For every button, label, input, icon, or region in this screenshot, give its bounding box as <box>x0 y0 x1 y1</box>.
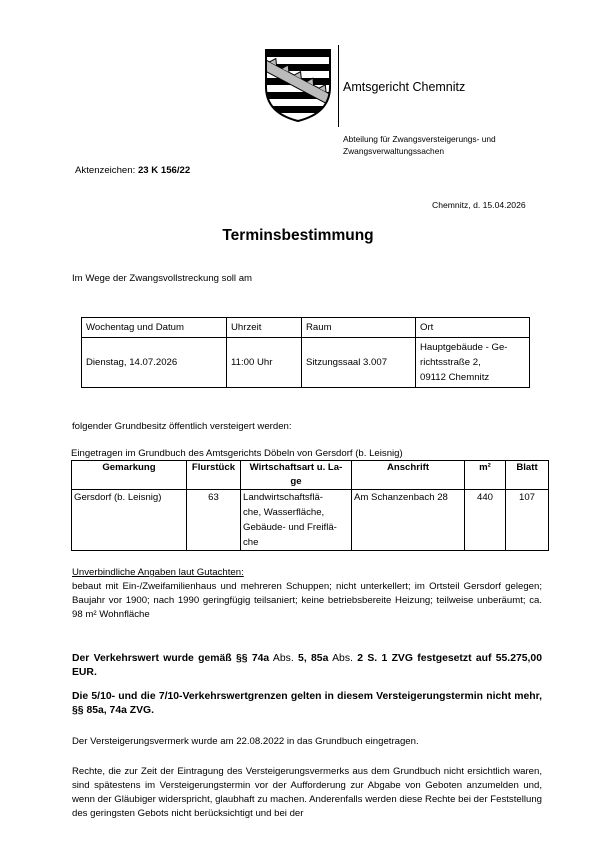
term-header-room: Raum <box>302 318 416 338</box>
value-part: 5, 85a <box>298 653 329 664</box>
property-header-wirtschaftsart-line: Wirtschaftsart u. La- <box>249 462 343 473</box>
property-wirtschaftsart <box>241 490 352 551</box>
page-title: Terminsbestimmung <box>222 227 374 244</box>
property-header-anschrift: Anschrift <box>352 461 465 490</box>
property-flurstueck: 63 <box>187 490 241 551</box>
property-blatt: 107 <box>506 490 549 551</box>
rights-text: Rechte, die zur Zeit der Eintragung des Versteigerungsvermerks aus dem Grundbuch nicht ersichtlich waren, sind spätestens im Versteigerungstermin vor der Aufforderung zur Abgabe von Geboten anzumelden und, wenn der Gläubiger widerspricht, glaubhaft zu machen. Anderenfalls werden diese Rechte bei der Feststellung des geringsten Gebots nicht berücksichtigt und bei der <box>72 766 542 819</box>
value-limits-statement: Die 5/10- und die 7/10-Verkehrswertgrenzen gelten in diesem Versteigerungstermin nicht mehr, §§ 85a, 74a ZVG. <box>72 691 542 716</box>
property-table-row <box>72 490 549 551</box>
header-divider <box>338 45 339 127</box>
after-table-text: folgender Grundbesitz öffentlich versteigert werden: <box>72 421 292 432</box>
property-anschrift: Am Schanzenbach 28 <box>352 490 465 551</box>
reference-label: Aktenzeichen: <box>75 165 136 176</box>
reference-line <box>75 165 190 176</box>
property-header-gemarkung: Gemarkung <box>72 461 187 490</box>
appraisal-heading: Unverbindliche Angaben laut Gutachten: <box>72 567 244 578</box>
term-date: Dienstag, 14.07.2026 <box>82 338 227 388</box>
reference-value: 23 K 156/22 <box>137 165 191 176</box>
market-value-statement <box>72 652 542 680</box>
value-part: Der Verkehrswert wurde gemäß §§ 74a <box>72 653 270 664</box>
court-name: Amtsgericht Chemnitz <box>343 80 466 94</box>
value-part: Abs. <box>269 653 299 664</box>
property-header-m2: m² <box>465 461 506 490</box>
appraisal-text: bebaut mit Ein-/Zweifamilienhaus und mehreren Schuppen; nicht unterkellert; im Ortsteil Gersdorf gelegen; Baujahr vor 1900; nach 1990 geringfügig teilsaniert; keine betriebsbereite Heizung; teilweise unberäumt; ca. 98 m² Wohnfläche <box>72 581 542 620</box>
property-table-header <box>72 461 549 490</box>
term-header-date: Wochentag und Datum <box>82 318 227 338</box>
property-m2: 440 <box>465 490 506 551</box>
property-table <box>71 460 549 551</box>
term-place-line: richtsstraße 2, <box>420 357 481 368</box>
term-table-row <box>82 338 530 388</box>
property-header-flurstueck: Flurstück <box>187 461 241 490</box>
property-wirtschaftsart-line: Landwirtschaftsflä- <box>243 492 323 503</box>
term-place <box>416 338 530 388</box>
term-table-header <box>82 318 530 338</box>
land-register-text: Eingetragen im Grundbuch des Amtsgerichts Döbeln von Gersdorf (b. Leisnig) <box>71 448 403 459</box>
term-table <box>81 317 530 388</box>
value-part: Abs. <box>328 653 358 664</box>
term-room: Sitzungssaal 3.007 <box>302 338 416 388</box>
property-gemarkung: Gersdorf (b. Leisnig) <box>72 490 187 551</box>
term-header-place: Ort <box>416 318 530 338</box>
value-part: 2 S. 1 ZVG festgesetzt auf 55.275,00 EUR. <box>72 653 542 678</box>
term-place-line: 09112 Chemnitz <box>420 372 490 383</box>
property-header-wirtschaftsart <box>241 461 352 490</box>
property-header-wirtschaftsart-line: ge <box>290 476 302 487</box>
property-wirtschaftsart-line: che, Wasserfläche, <box>243 507 325 518</box>
department-name: Abteilung für Zwangsversteigerungs- und Zwangsverwaltungssachen <box>343 134 496 156</box>
place-date: Chemnitz, d. 15.04.2026 <box>432 200 526 210</box>
intro-text: Im Wege der Zwangsvollstreckung soll am <box>72 273 253 284</box>
registration-note: Der Versteigerungsvermerk wurde am 22.08.2022 in das Grundbuch eingetragen. <box>72 736 419 747</box>
property-wirtschaftsart-line: che <box>243 537 259 548</box>
coat-of-arms-icon <box>262 47 334 123</box>
property-header-blatt: Blatt <box>506 461 549 490</box>
term-header-time: Uhrzeit <box>227 318 302 338</box>
property-wirtschaftsart-line: Gebäude- und Freiflä- <box>243 522 337 533</box>
term-time: 11:00 Uhr <box>227 338 302 388</box>
term-place-line: Hauptgebäude - Ge- <box>420 342 508 353</box>
